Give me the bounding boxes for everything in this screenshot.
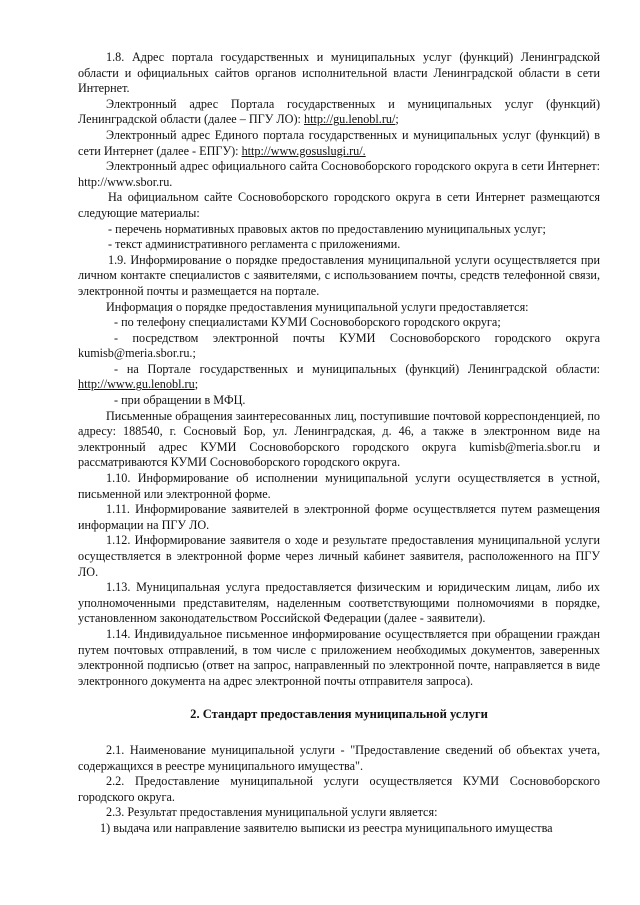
paragraph-1-13: 1.13. Муниципальная услуга предоставляется физическим и юридическим лицам, либо их уполномоченными представителям, наделенным соответствующими полномочиями в порядке, установленном законодательством Российской Федерации (далее - заявители). <box>78 580 600 626</box>
paragraph-2-3-1: 1) выдача или направление заявителю выписки из реестра муниципального имущества <box>100 820 553 835</box>
paragraph-pgu-address <box>78 97 600 128</box>
info-item-mfc: - при обращении в МФЦ. <box>114 393 246 408</box>
epgu-link[interactable]: http://www.gosuslugi.ru/. <box>241 143 366 158</box>
paragraph-1-9: 1.9. Информирование о порядке предоставления муниципальной услуги осуществляется при личном контакте специалистов с заявителями, с использованием почты, средств телефонной связи, электронной почты и размещается на портале. <box>78 252 600 298</box>
epgu-address-text: Электронный адрес Единого портала государственных и муниципальных услуг (функций) в сети Интернет (далее - ЕПГУ): <box>78 127 600 158</box>
paragraph-2-2: 2.2. Предоставление муниципальной услуги осуществляется КУМИ Сосновоборского городского округа. <box>78 774 600 804</box>
pgu-address-text: Электронный адрес Портала государственных и муниципальных услуг (функций) Ленинградской области (далее – ПГУ ЛО): <box>78 96 600 127</box>
pgu-link[interactable]: http://gu.lenobl.ru/ <box>303 112 396 127</box>
paragraph-epgu-address <box>78 128 600 159</box>
portal-link[interactable]: http://www.gu.lenobl.ru <box>78 377 195 392</box>
paragraph-2-1: 2.1. Наименование муниципальной услуги - "Предоставление сведений об объектах учета, содержащихся в реестре муниципального имущества". <box>78 742 600 773</box>
paragraph-1-12: 1.12. Информирование заявителя о ходе и результате предоставления муниципальной услуги осуществляется в электронной форме через личный кабинет заявителя, расположенного на ПГУ ЛО. <box>78 533 600 579</box>
info-portal-text: - на Портале государственных и муниципальных (функций) Ленинградской области: <box>114 361 600 376</box>
info-portal-suffix: ; <box>194 377 199 392</box>
pgu-address-suffix: ; <box>395 112 399 127</box>
section-heading-2: 2. Стандарт предоставления муниципальной услуги <box>190 707 488 722</box>
info-item-phone: - по телефону специалистами КУМИ Сосновоборского городского округа; <box>114 315 501 330</box>
paragraph-materials-intro: На официальном сайте Сосновоборского городского округа в сети Интернет размещаются следующие материалы: <box>78 190 600 220</box>
info-item-portal <box>78 362 600 393</box>
paragraph-1-8: 1.8. Адрес портала государственных и муниципальных услуг (функций) Ленинградской области и официальных сайтов органов исполнительной власти Ленинградской области в сети Интернет. <box>78 50 600 96</box>
paragraph-2-3: 2.3. Результат предоставления муниципальной услуги является: <box>106 805 438 820</box>
paragraph-site-address: Электронный адрес официального сайта Сосновоборского городского округа в сети Интернет: http://www.sbor.ru. <box>78 159 600 189</box>
paragraph-1-14: 1.14. Индивидуальное письменное информирование осуществляется при обращении граждан путем почтовых отправлений, в том числе с приложением необходимых документов, заверенных электронной подписью (ответ на запрос, направленный по электронной почте, направляется в виде электронного документа на адрес электронной почты отправителя запроса). <box>78 626 600 688</box>
paragraph-info-intro: Информация о порядке предоставления муниципальной услуги предоставляется: <box>106 299 529 314</box>
paragraph-1-10: 1.10. Информирование об исполнении муниципальной услуги осуществляется в устной, письменной или электронной форме. <box>78 471 600 501</box>
materials-item-2: - текст административного регламента с приложениями. <box>108 237 401 252</box>
paragraph-letters: Письменные обращения заинтересованных лиц, поступившие почтовой корреспонденцией, по адресу: 188540, г. Сосновый Бор, ул. Ленинградская, д. 46, а также в электронном виде на электронный адрес КУМИ Сосновоборского городского округа kumisb@meria.sbor.ru и рассматриваются КУМИ Сосновоборского городского округа. <box>78 408 600 470</box>
materials-item-1: - перечень нормативных правовых актов по предоставлению муниципальных услуг; <box>108 221 546 236</box>
info-item-email: - посредством электронной почты КУМИ Сосновоборского городского округа kumisb@meria.sbor.ru.; <box>78 330 600 361</box>
paragraph-1-11: 1.11. Информирование заявителей в электронной форме осуществляется путем размещения информации на ПГУ ЛО. <box>78 502 600 532</box>
